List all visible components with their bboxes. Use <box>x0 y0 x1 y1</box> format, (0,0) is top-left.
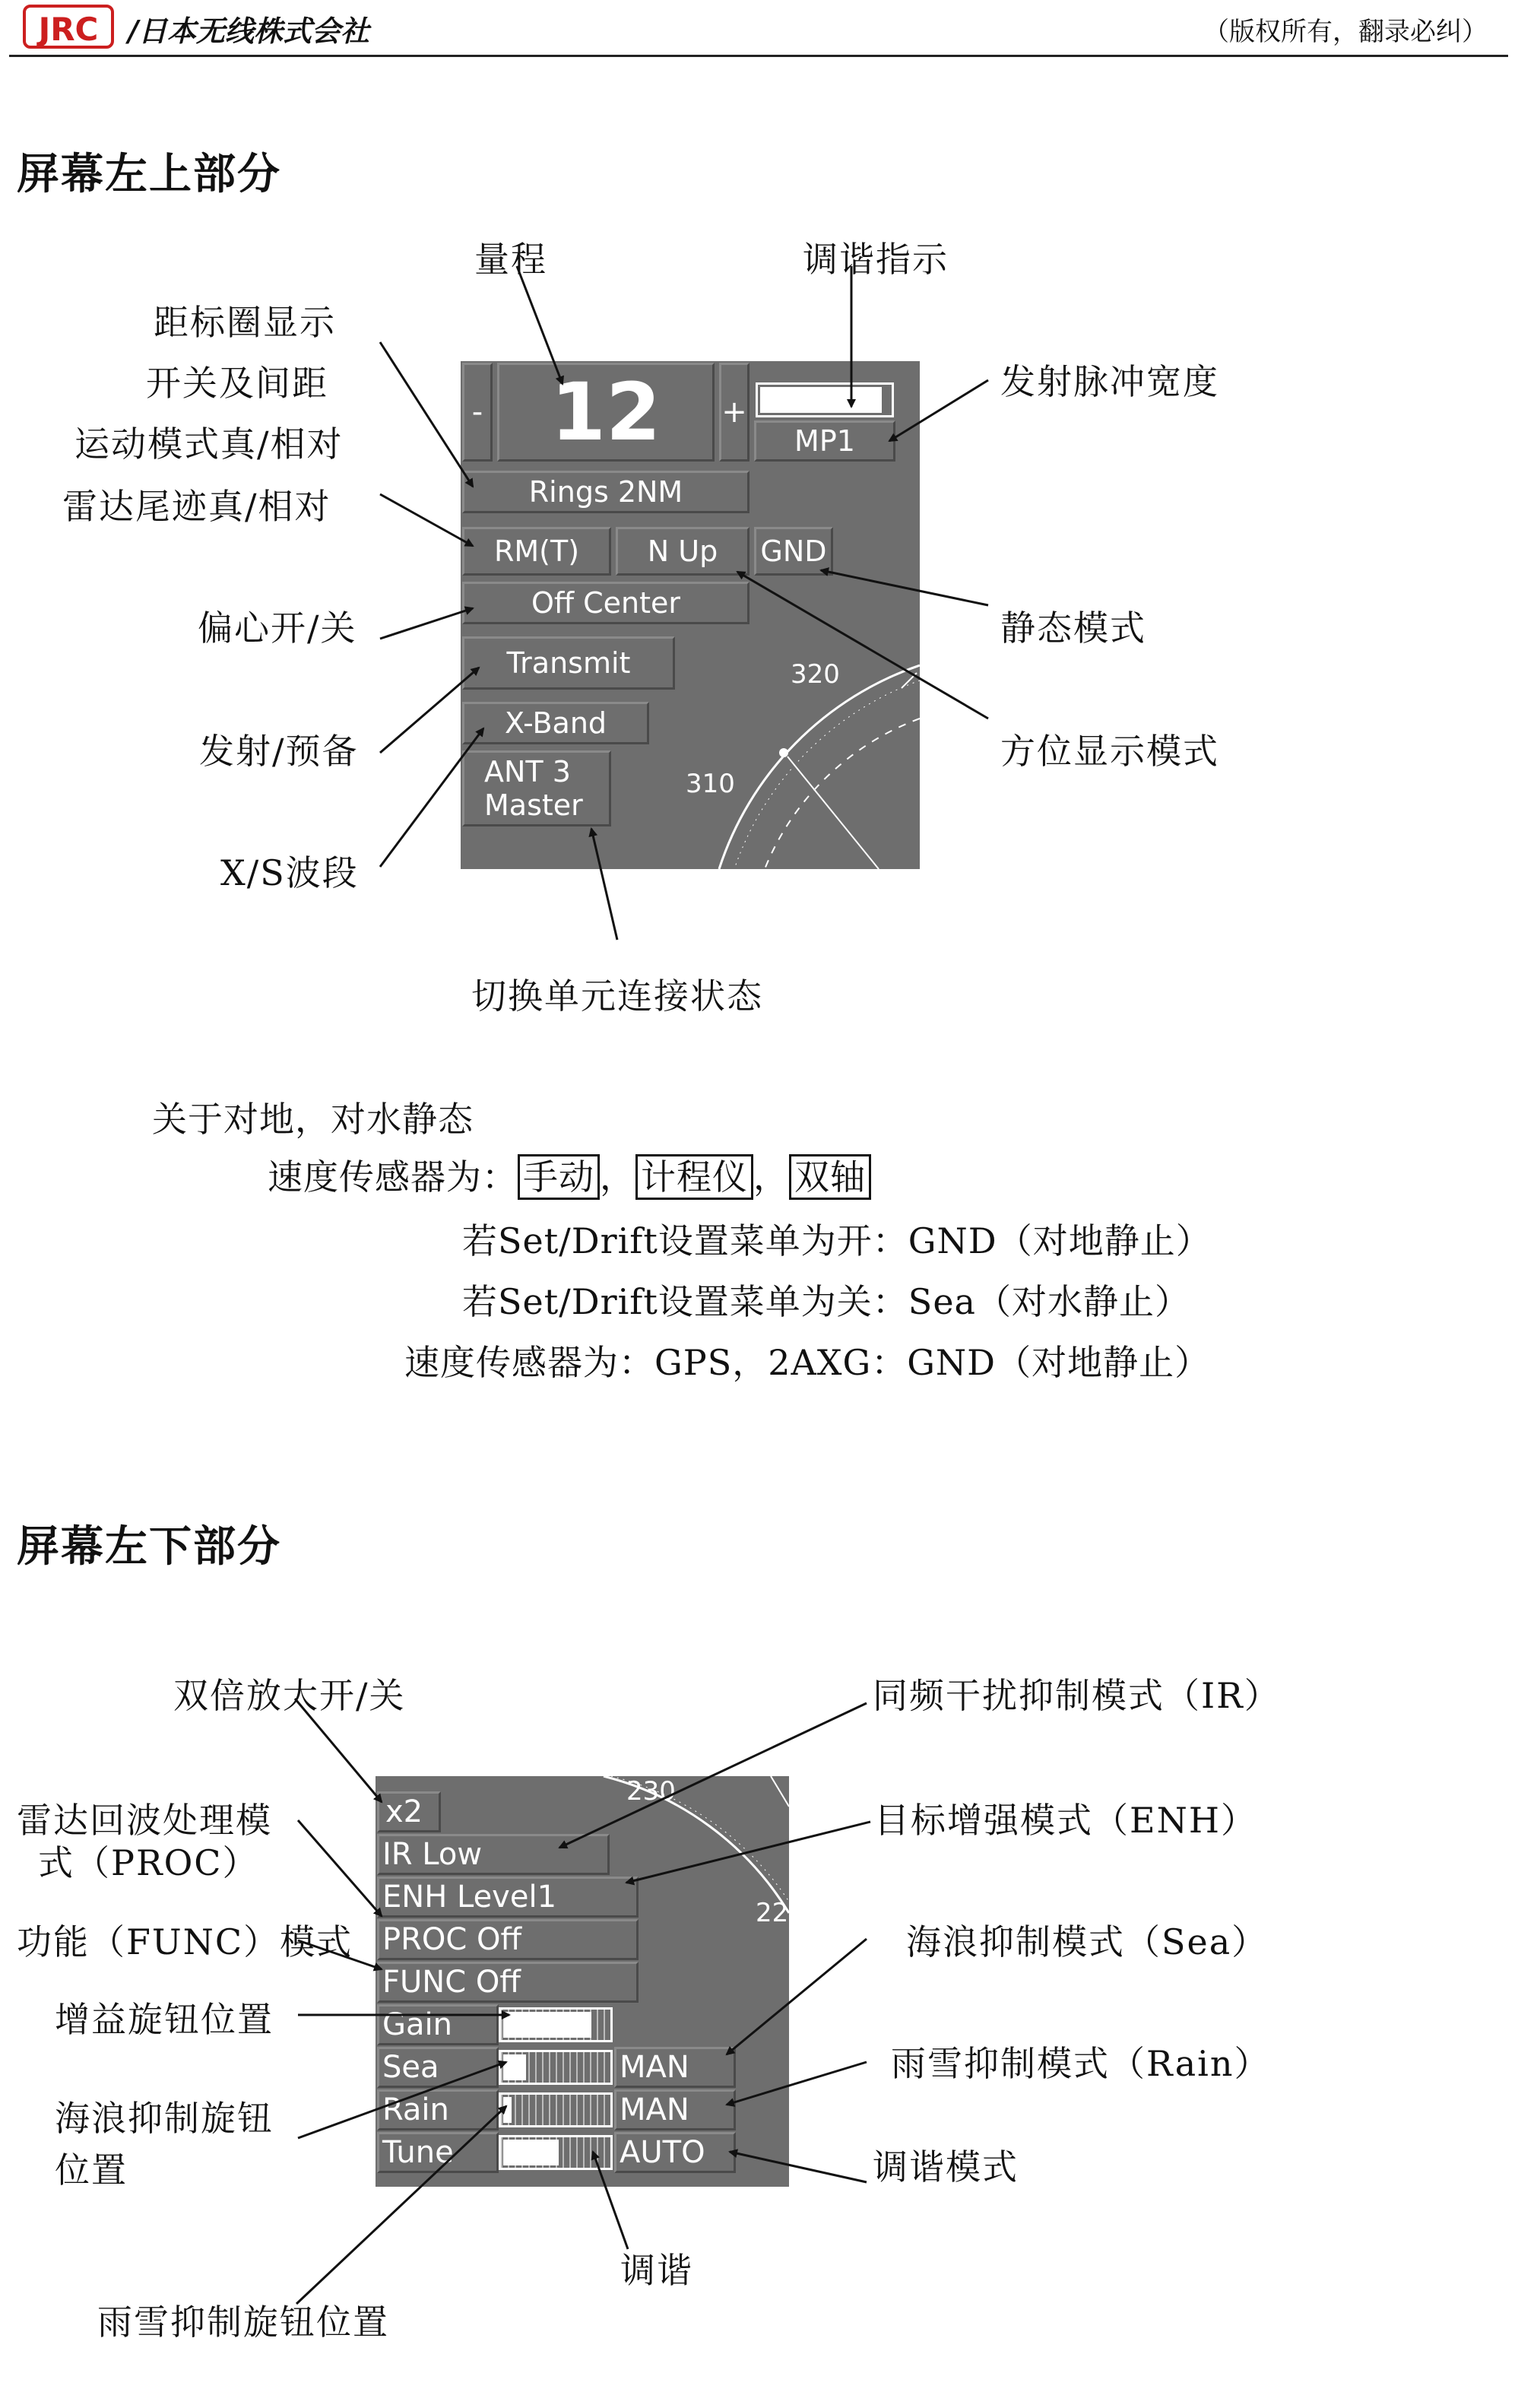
ant-role: Master <box>484 788 583 822</box>
range-minus-button[interactable]: - <box>462 363 493 462</box>
section1-title: 屏幕左上部分 <box>17 149 281 199</box>
ir-button[interactable]: IR Low <box>377 1834 610 1875</box>
label-motion-mode: 运动模式真/相对 <box>74 424 344 465</box>
tune-mode-button[interactable]: AUTO <box>614 2132 736 2173</box>
note-line5: 速度传感器为：GPS，2AXG：GND（对地静止） <box>404 1342 1211 1383</box>
label-range: 量程 <box>474 239 547 280</box>
label-band: X/S波段 <box>220 852 359 893</box>
bearing-320: 320 <box>791 659 840 690</box>
label-gain-knob: 增益旋钮位置 <box>55 1999 274 2040</box>
label-tune: 调谐 <box>620 2250 693 2291</box>
label-stab-mode: 静态模式 <box>1000 608 1146 649</box>
rain-mode-button[interactable]: MAN <box>614 2089 736 2130</box>
off-center-button[interactable]: Off Center <box>462 582 749 624</box>
option-manual: 手动 <box>518 1154 600 1200</box>
label-off-center: 偏心开/关 <box>198 608 357 649</box>
sea-label: Sea <box>377 2047 499 2088</box>
label-pulse-width: 发射脉冲宽度 <box>1000 361 1219 402</box>
label-tuning-indicator: 调谐指示 <box>803 239 949 280</box>
range-plus-button[interactable]: + <box>719 363 749 462</box>
label-rain-mode: 雨雪抑制模式（Rain） <box>891 2043 1271 2084</box>
note-sep1: ， <box>600 1156 635 1198</box>
enh-button[interactable]: ENH Level1 <box>377 1877 639 1918</box>
motion-mode-button[interactable]: RM(T) <box>462 527 611 576</box>
label-tune-mode: 调谐模式 <box>873 2146 1019 2188</box>
label-transmit: 发射/预备 <box>199 731 359 772</box>
note-line4: 若Set/Drift设置菜单为关：Sea（对水静止） <box>462 1281 1190 1322</box>
ant-number: ANT 3 <box>484 755 571 788</box>
bearing-230: 230 <box>626 1776 676 1807</box>
label-sea-knob-line1: 海浪抑制旋钮 <box>55 2098 274 2139</box>
proc-button[interactable]: PROC Off <box>377 1919 639 1960</box>
option-dual-axis: 双轴 <box>789 1154 871 1200</box>
label-sea-mode: 海浪抑制模式（Sea） <box>906 1921 1269 1962</box>
note-line2-prefix: 速度传感器为： <box>268 1156 518 1198</box>
label-enh: 目标增强模式（ENH） <box>874 1800 1257 1841</box>
label-x2: 双倍放大开/关 <box>173 1675 406 1716</box>
tune-label: Tune <box>377 2132 499 2173</box>
label-sea-knob-line2: 位置 <box>55 2149 128 2191</box>
band-button[interactable]: X-Band <box>462 702 649 744</box>
range-value: 12 <box>497 363 715 462</box>
note-sep2: ， <box>753 1156 789 1198</box>
func-button[interactable]: FUNC Off <box>377 1962 639 2003</box>
transmit-button[interactable]: Transmit <box>462 636 675 690</box>
label-rain-knob: 雨雪抑制旋钮位置 <box>97 2302 389 2343</box>
copyright-note: （版权所有，翻录必纠） <box>1203 17 1488 47</box>
sea-mode-button[interactable]: MAN <box>614 2047 736 2088</box>
rings-button[interactable]: Rings 2NM <box>462 471 749 513</box>
note-line1: 关于对地，对水静态 <box>152 1099 474 1140</box>
option-log: 计程仪 <box>635 1154 753 1200</box>
stab-mode-button[interactable]: GND <box>754 527 833 576</box>
label-rings-line1: 距标圈显示 <box>154 302 336 343</box>
note-line3: 若Set/Drift设置菜单为开：GND（对地静止） <box>462 1220 1212 1261</box>
label-rings-line2: 开关及间距 <box>146 363 328 404</box>
bearing-310: 310 <box>686 769 735 799</box>
label-azimuth-mode: 方位显示模式 <box>1000 731 1219 772</box>
label-func: 功能（FUNC）模式 <box>17 1921 353 1962</box>
section2-title: 屏幕左下部分 <box>17 1521 281 1572</box>
rain-label: Rain <box>377 2089 499 2130</box>
gain-label: Gain <box>377 2004 499 2045</box>
label-proc-line2: 式（PROC） <box>38 1842 259 1883</box>
label-trail-mode: 雷达尾迹真/相对 <box>62 486 331 527</box>
bearing-22: 22 <box>756 1898 789 1928</box>
label-proc-line1: 雷达回波处理模 <box>17 1800 272 1841</box>
jrc-logo: JRC <box>23 5 114 49</box>
label-ir: 同频干扰抑制模式（IR） <box>873 1675 1281 1716</box>
company-name: /日本无线株式会社 <box>128 14 369 48</box>
pulse-width-label[interactable]: MP1 <box>754 420 895 462</box>
label-switch-unit: 切换单元连接状态 <box>471 976 763 1017</box>
azimuth-mode-button[interactable]: N Up <box>616 527 749 576</box>
x2-button[interactable]: x2 <box>377 1791 441 1832</box>
